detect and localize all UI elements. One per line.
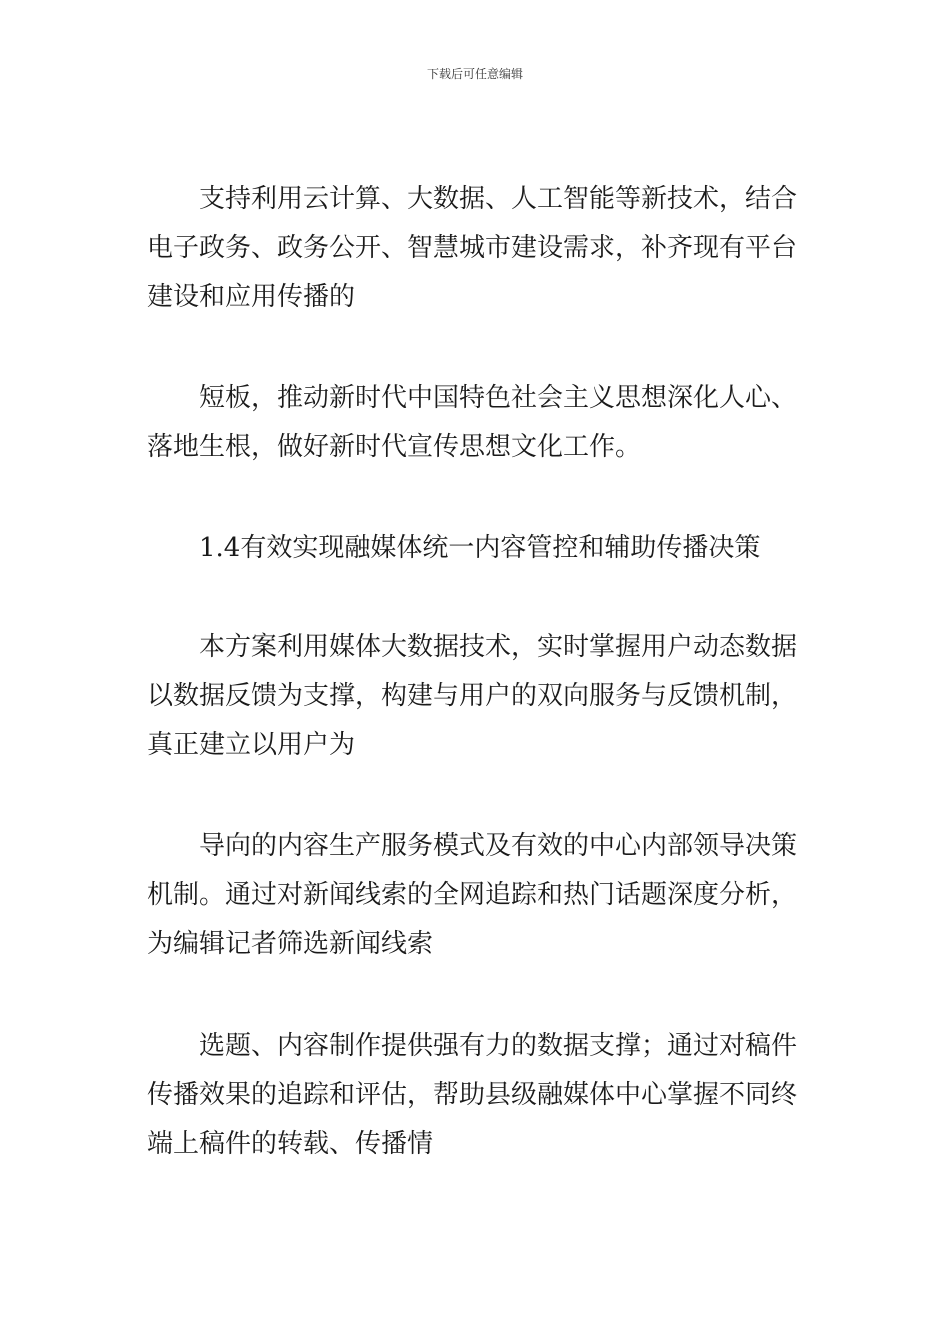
section-heading: 1.4有效实现融媒体统一内容管控和辅助传播决策 [199,533,761,563]
paragraph-line: 电子政务、政务公开、智慧城市建设需求，补齐现有平台 [147,233,798,263]
paragraph-line: 机制。通过对新闻线索的全网追踪和热门话题深度分析， [147,880,798,910]
paragraph-1 [147,175,807,322]
paragraph-line: 选题、内容制作提供强有力的数据支撑；通过对稿件 [199,1031,798,1061]
paragraph-line: 落地生根，做好新时代宣传思想文化工作。 [147,432,642,462]
paragraph-line: 本方案利用媒体大数据技术，实时掌握用户动态数据 [199,632,798,662]
paragraph-line: 导向的内容生产服务模式及有效的中心内部领导决策 [199,831,798,861]
paragraph-line: 真正建立以用户为 [147,730,356,760]
paragraph-line: 传播效果的追踪和评估，帮助县级融媒体中心掌握不同终 [147,1080,798,1110]
paragraph-line: 端上稿件的转载、传播情 [147,1129,434,1159]
header-note: 下载后可任意编辑 [426,67,523,81]
paragraph-4 [147,822,807,969]
paragraph-line: 短板，推动新时代中国特色社会主义思想深化人心、 [199,383,798,413]
paragraph-2 [147,374,807,472]
paragraph-line: 以数据反馈为支撑，构建与用户的双向服务与反馈机制， [147,681,798,711]
paragraph-5 [147,1022,807,1169]
paragraph-line: 支持利用云计算、大数据、人工智能等新技术，结合 [199,184,798,214]
paragraph-line: 建设和应用传播的 [147,282,356,312]
paragraph-3 [147,623,807,770]
paragraph-line: 为编辑记者筛选新闻线索 [147,929,434,959]
